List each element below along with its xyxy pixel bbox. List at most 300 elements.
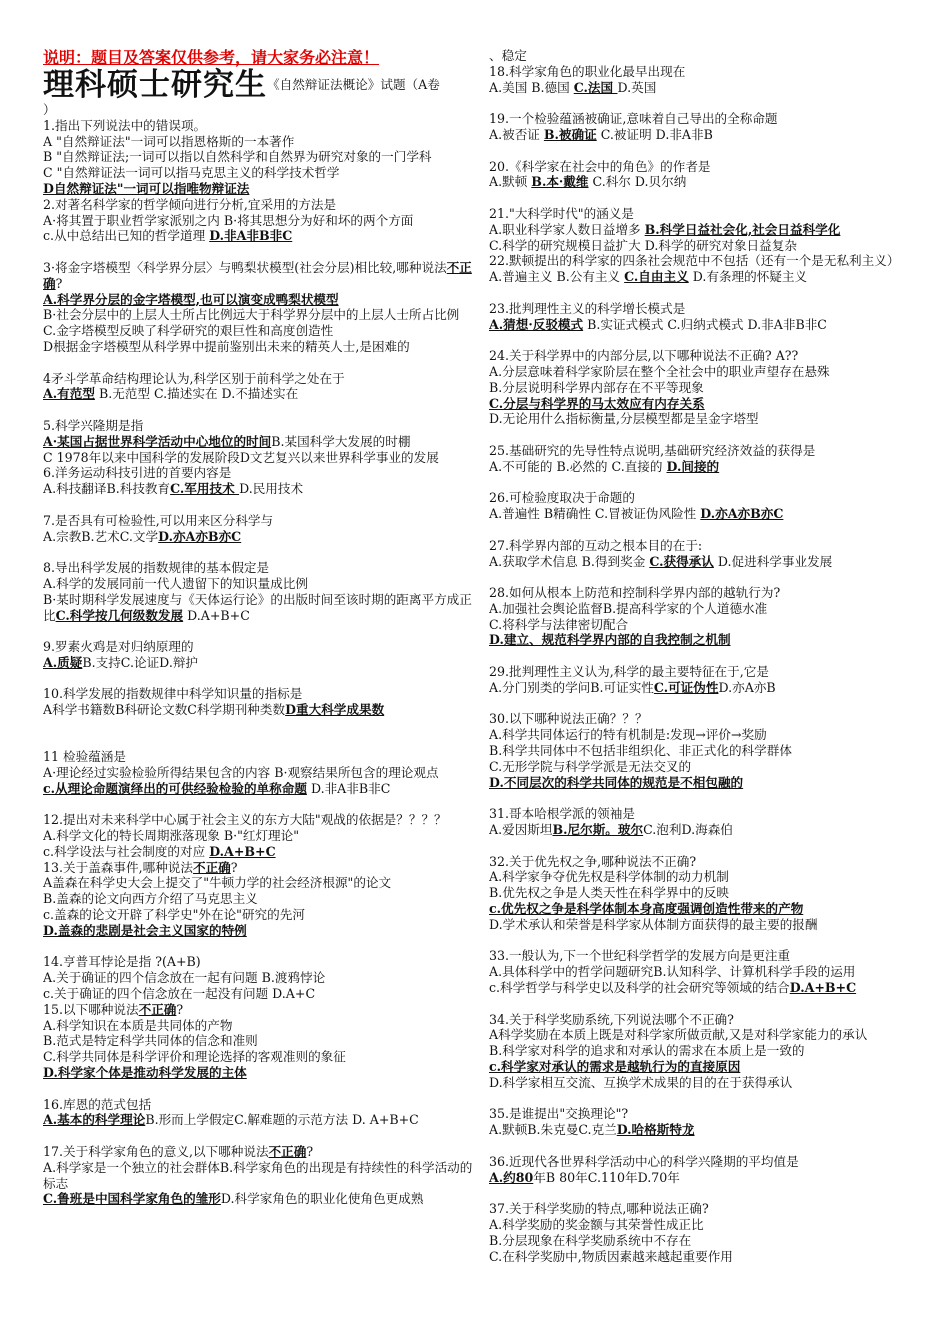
text-line <box>489 348 921 364</box>
question-text: D.促进科学事业发展 <box>713 553 833 569</box>
text-line <box>43 1018 475 1034</box>
question-text: A.普遍性 B精确性 C.冒被证伪风险性 <box>489 506 701 522</box>
text-line <box>43 323 475 339</box>
text-line <box>43 576 475 592</box>
question-text: c.从中总结出已知的哲学道理 <box>43 228 210 244</box>
question-text: C.无形学院与科学学派是无法交叉的 <box>489 758 692 774</box>
spacer <box>489 1138 921 1154</box>
question-text: 28.如何从根本上防范和控制科学界内部的越轨行为? <box>489 585 781 601</box>
question-text: A.科学家是一个独立的社会群体B.科学家角色的出现是有持续性的科学活动的标志 <box>43 1159 473 1191</box>
question-text: D.亦A亦B <box>718 679 776 695</box>
text-line <box>43 228 475 244</box>
text-line <box>43 513 475 529</box>
question-text: A.宗教B.艺术C.文学 <box>43 528 159 544</box>
question-text: A·将其置于职业哲学家派别之内 B·将其思想分为好和坏的两个方面 <box>43 212 414 228</box>
question-text: 20.《科学家在社会中的角色》的作者是 <box>489 158 711 174</box>
question-text: C "自然辩证法一词可以指马克思主义的科学技术哲学 <box>43 165 340 181</box>
text-line <box>43 434 475 450</box>
text-line <box>43 844 475 860</box>
spacer <box>489 648 921 664</box>
answer-text: C.自由主义 <box>624 269 689 285</box>
text-line <box>489 869 921 885</box>
answer-text: D.非A非B非C <box>209 228 293 244</box>
question-text: D.科学家相互交流、互换学术成果的目的在于获得承认 <box>489 1074 793 1090</box>
spacer <box>489 427 921 443</box>
question-text: A.普遍主义 B.公有主义 <box>489 269 625 285</box>
spacer <box>489 190 921 206</box>
document-title <box>43 68 475 102</box>
text-line <box>489 601 921 617</box>
text-line <box>43 465 475 481</box>
question-text: C.金字塔模型反映了科学研究的艰巨性和高度创造性 <box>43 323 334 339</box>
text-line <box>43 307 475 323</box>
question-text: 25.基础研究的先导性特点说明,基础研究经济效益的获得是 <box>489 442 816 458</box>
text-line <box>489 964 921 980</box>
text-line <box>489 64 921 80</box>
question-text: C.科学共同体是科学评价和理论选择的客观准则的象征 <box>43 1049 346 1065</box>
spacer <box>43 671 475 687</box>
question-text: 23.批判理性主义的科学增长模式是 <box>489 300 686 316</box>
text-line <box>43 986 475 1002</box>
right-column <box>489 48 921 1264</box>
text-line <box>43 875 475 891</box>
text-line <box>489 1122 921 1138</box>
title-subtitle: 《自然辩证法概论》试题（A卷 <box>267 77 440 92</box>
text-line <box>489 159 921 175</box>
question-text: C.被证明 D.非A非B <box>596 126 713 142</box>
spacer <box>489 838 921 854</box>
question-text: 29.批判理性主义认为,科学的最主要特征在于,它是 <box>489 664 769 680</box>
text-line <box>489 238 921 254</box>
question-text: 21."大科学时代"的涵义是 <box>489 205 634 221</box>
question-text: C 1978年以来中国科学的发展阶段D文艺复兴以来世界科学事业的发展 <box>43 449 439 465</box>
spacer <box>489 522 921 538</box>
text-line <box>489 1201 921 1217</box>
question-text: 35.是谁提出"交换理论"? <box>489 1106 629 1122</box>
text-line <box>489 1170 921 1186</box>
text-line <box>43 418 475 434</box>
text-line <box>489 301 921 317</box>
text-line <box>489 775 921 791</box>
question-text: 24.关于科学界中的内部分层,以下哪种说法不正确? A?? <box>489 348 799 364</box>
notice-banner: 说明：题目及答案仅供参考，请大家务必注意！ <box>43 48 380 67</box>
question-text: A.获取学术信息 B.得到奖金 <box>489 553 650 569</box>
title-main: 理科硕士研究生 <box>43 67 267 103</box>
question-text: A.被否证 <box>489 126 544 142</box>
question-text: C.泡利D.海森伯 <box>643 822 733 838</box>
question-text: D.科学家角色的职业化使角色更成熟 <box>220 1191 424 1207</box>
spacer <box>489 569 921 585</box>
text-line <box>43 1065 475 1081</box>
text-line <box>489 727 921 743</box>
text-line <box>489 1233 921 1249</box>
answer-text: 不正确 <box>268 1144 307 1159</box>
answer-text: D自然辩证法"一词可以指唯物辩证法 <box>43 180 250 196</box>
text-line <box>489 206 921 222</box>
title-subtitle-end: ） <box>43 102 56 117</box>
text-line <box>43 1002 475 1018</box>
question-text: A.职业科学家人数日益增多 <box>489 221 645 237</box>
question-text: 37.关于科学奖励的特点,哪种说法正确? <box>489 1201 709 1217</box>
question-text: 9.罗素火鸡是对归纳原理的 <box>43 639 194 655</box>
answer-text: D重大科学成果数 <box>285 702 385 718</box>
text-line <box>43 260 475 292</box>
question-text: 17.关于科学家角色的意义,以下哪种说法 <box>43 1144 269 1159</box>
text-line <box>489 396 921 412</box>
question-text: 19.一个检验蕴涵被确证,意味着自己导出的全称命题 <box>489 111 778 127</box>
text-line <box>489 538 921 554</box>
question-text: B.支持C.论证D.辩护 <box>82 654 199 670</box>
question-text: A科学书籍数B科研论文数C科学期刊种类数 <box>43 702 286 718</box>
spacer <box>43 1128 475 1144</box>
text-line <box>489 1012 921 1028</box>
answer-text: c.从理论命题演绎出的可供经验检验的单称命题 <box>43 780 307 796</box>
text-line <box>489 1043 921 1059</box>
spacer <box>489 143 921 159</box>
question-text: D.A+B+C <box>183 607 250 623</box>
answer-text: D.A+B+C <box>789 980 857 996</box>
text-line <box>43 702 475 718</box>
question-text: 7.是否具有可检验性,可以用来区分科学与 <box>43 512 274 528</box>
spacer <box>489 1091 921 1107</box>
question-text: 13.关于盖森事件,哪种说法 <box>43 859 193 875</box>
text-line <box>43 134 475 150</box>
spacer <box>489 1185 921 1201</box>
text-line <box>489 711 921 727</box>
text-line <box>43 181 475 197</box>
text-line <box>489 854 921 870</box>
text-line <box>489 253 921 269</box>
text-line <box>489 127 921 143</box>
text-line <box>489 901 921 917</box>
question-text: A.科学文化的特长周期涨落现象 B·"红灯理论" <box>43 828 300 844</box>
text-line <box>489 174 921 190</box>
question-text: A.关于确证的四个信念放在一起有问题 B.渡鸦悖论 <box>43 970 326 986</box>
question-text: A.加强社会舆论监督B.提高科学家的个人道德水准 <box>489 600 768 616</box>
answer-text: D.间接的 <box>666 458 720 474</box>
answer-text: D.亦A亦B亦C <box>700 506 784 522</box>
text-line <box>43 781 475 797</box>
question-text: 3·将金字塔模型〈科学界分层〉与鸭梨状模型(社会分层)相比较,哪种说法 <box>43 259 447 275</box>
spacer <box>489 95 921 111</box>
question-text: B.分层说明科学界内部存在不平等现象 <box>489 379 704 395</box>
question-text: A.默顿B.朱克曼C.克兰 <box>489 1122 617 1138</box>
text-line <box>43 560 475 576</box>
question-text: 30.以下哪种说法正确？？？ <box>489 711 648 727</box>
text-line <box>43 165 475 181</box>
question-text: D根据金字塔模型从科学界中提前鉴别出未来的精英人士,是困难的 <box>43 338 410 354</box>
spacer <box>43 244 475 260</box>
spacer <box>43 718 475 749</box>
spacer <box>43 544 475 560</box>
answer-text: D.科学家个体是推动科学发展的主体 <box>43 1065 247 1081</box>
spacer <box>43 355 475 371</box>
answer-text: B.尼尔斯。玻尔 <box>552 822 644 838</box>
text-line <box>489 364 921 380</box>
question-text: B.优先权之争是人类天性在科学界中的反映 <box>489 885 729 901</box>
text-line <box>43 891 475 907</box>
answer-text: c.科学家对承认的需求是越轨行为的直接原因 <box>489 1059 741 1074</box>
question-text: B.无范型 C.描述实在 D.不描述实在 <box>94 386 299 402</box>
text-line <box>43 860 475 876</box>
question-text: 1.指出下列说法中的错误项。 <box>43 117 207 133</box>
text-line <box>43 292 475 308</box>
text-line <box>489 980 921 996</box>
spacer <box>43 402 475 418</box>
question-text: A·理论经过实验检验所得结果包含的内容 B·观察结果所包含的理论观点 <box>43 764 439 780</box>
text-line <box>43 923 475 939</box>
text-line <box>43 149 475 165</box>
answer-text: D.亦A亦B亦C <box>158 528 242 544</box>
question-text: 33.一般认为,下一个世纪科学哲学的发展方向是更注重 <box>489 948 791 964</box>
spacer <box>43 1081 475 1097</box>
question-text: A.具体科学中的哲学问题研究B.认知科学、计算机科学手段的运用 <box>489 964 856 980</box>
spacer <box>489 996 921 1012</box>
question-text: A.科学知识在本质是共同体的产物 <box>43 1017 233 1033</box>
question-text: B.形而上学假定C.解难题的示范方法 D. A+B+C <box>145 1112 419 1128</box>
text-line <box>43 1033 475 1049</box>
question-text: A.分门别类的学问B.可证实性 <box>489 679 654 695</box>
answer-text: D.不同层次的科学共同体的规范是不相包融的 <box>489 774 744 790</box>
question-text: A.爱因斯坦 <box>489 822 553 838</box>
answer-text: C.获得承认 <box>649 553 714 569</box>
question-text: D.学术承认和荣誉是科学家从体制方面获得的最主要的报酬 <box>489 916 818 932</box>
text-line <box>489 585 921 601</box>
text-line <box>489 506 921 522</box>
text-line <box>43 481 475 497</box>
question-text: 8.导出科学发展的指数规律的基本假定是 <box>43 560 270 576</box>
question-text: B "自然辩证法;一词可以指以自然科学和自然界为研究对象的一门学科 <box>43 149 432 165</box>
right-question-list <box>489 48 921 1264</box>
text-line <box>43 970 475 986</box>
question-text: c.关于确证的四个信念放在一起没有问题 D.A+C <box>43 986 316 1002</box>
spacer <box>43 497 475 513</box>
text-line <box>43 529 475 545</box>
question-text: 36.近现代各世界科学活动中心的科学兴隆期的平均值是 <box>489 1153 799 1169</box>
answer-text: A.质疑 <box>43 654 83 670</box>
spacer <box>489 332 921 348</box>
text-line <box>43 828 475 844</box>
text-line <box>489 759 921 775</box>
text-line <box>43 1112 475 1128</box>
text-line <box>43 1049 475 1065</box>
text-line <box>489 48 921 64</box>
spacer <box>489 696 921 712</box>
spacer <box>43 796 475 812</box>
text-line <box>489 554 921 570</box>
answer-text: A·某国占据世界科学活动中心地位的时间 <box>43 433 272 449</box>
answer-text: D.哈格斯特龙 <box>616 1122 695 1138</box>
text-line <box>489 1217 921 1233</box>
question-text: 5.科学兴隆期是指 <box>43 417 144 433</box>
question-text: 4矛斗学革命结构理论认为,科学区别于前科学之处在于 <box>43 370 345 386</box>
answer-text: B.本·戴维 <box>531 174 589 190</box>
text-line <box>43 1144 475 1160</box>
text-line <box>489 443 921 459</box>
question-text: A "自然辩证法"一词可以指恩格斯的一本著作 <box>43 133 295 149</box>
spacer <box>489 933 921 949</box>
text-line <box>43 749 475 765</box>
question-text: c.盖森的论文开辟了科学史"外在论"研究的先河 <box>43 907 305 923</box>
question-text: 6.洋务运动科技引进的首要内容是 <box>43 465 232 481</box>
text-line <box>489 1059 921 1075</box>
answer-text: B.被确证 <box>543 126 597 142</box>
question-text: 11 检验蕴涵是 <box>43 749 126 765</box>
question-text: A.科学家争夺优先权是科学体制的动力机制 <box>489 869 729 885</box>
answer-text: 不正确 <box>192 859 231 875</box>
answer-text: C.军用技术 <box>170 481 240 497</box>
text-line <box>489 490 921 506</box>
text-line <box>489 617 921 633</box>
question-text: B·某时期科学发展速度与《天体运行论》的出版时间至该时期的距离平方成正比 <box>43 591 472 623</box>
question-text: B.分层现象在科学奖励系统中不存在 <box>489 1232 692 1248</box>
question-text: 18.科学家角色的职业化最早出现在 <box>489 63 686 79</box>
text-line <box>489 822 921 838</box>
answer-text: A.约80 <box>489 1169 534 1185</box>
question-text: A科学奖励在本质上既是对科学家所做贡献,又是对科学家能力的承认 <box>489 1027 868 1043</box>
text-line <box>489 1027 921 1043</box>
left-question-list <box>43 118 475 1207</box>
question-text: A.分层意味着科学家阶层在整个全社会中的职业声望存在悬殊 <box>489 363 830 379</box>
answer-text: A.基本的科学理论 <box>43 1112 146 1128</box>
question-text: 22.默顿提出的科学家的四条社会规范中不包括（还有一个是无私利主义） <box>489 253 900 269</box>
spacer <box>489 475 921 491</box>
question-text: A.不可能的 B.必然的 C.直接的 <box>489 458 667 474</box>
question-text: D.有条理的怀疑主义 <box>688 269 808 285</box>
text-line <box>43 450 475 466</box>
question-text: D.英国 <box>617 79 657 95</box>
question-text: c.科学哲学与科学史以及科学的社会研究等领域的结合 <box>489 980 790 996</box>
question-text: D.无论用什么指标衡量,分层模型都是呈金字塔型 <box>489 411 759 427</box>
spacer <box>43 939 475 955</box>
text-line <box>43 907 475 923</box>
answer-text: B.科学日益社会化,社会日益科学化 <box>644 221 841 237</box>
answer-text: D.A+B+C <box>209 843 276 859</box>
text-line <box>489 317 921 333</box>
question-text: D.民用技术 <box>239 481 304 497</box>
text-line <box>489 111 921 127</box>
text-line <box>43 1097 475 1113</box>
question-text: C.将科学与法律密切配合 <box>489 616 629 632</box>
answer-text: D.盖森的悲剧是社会主义国家的特例 <box>43 922 247 938</box>
spacer <box>489 790 921 806</box>
text-line <box>489 1106 921 1122</box>
answer-text: D.建立、规范科学界内部的自我控制之机制 <box>489 632 731 648</box>
question-text: C.科尔 D.贝尔纳 <box>588 174 687 190</box>
text-line <box>489 664 921 680</box>
answer-text: C.可证伪性 <box>653 679 719 695</box>
question-text: B.范式是特定科学共同体的信念和准则 <box>43 1033 258 1049</box>
text-line <box>489 411 921 427</box>
text-line <box>489 917 921 933</box>
left-column <box>43 48 475 1207</box>
text-line <box>43 1160 475 1192</box>
question-text: 14.亨普耳悖论是指 ?(A+B) <box>43 954 201 970</box>
text-line <box>43 213 475 229</box>
text-line <box>43 655 475 671</box>
answer-text: A.科学界分层的金字塔模型,也可以演变成鸭梨状模型 <box>43 291 339 307</box>
text-line <box>43 686 475 702</box>
answer-text: C.鲁班是中国科学家角色的雏形 <box>43 1191 221 1207</box>
text-line <box>489 885 921 901</box>
question-text: 34.关于科学奖励系统,下列说法哪个不正确? <box>489 1011 734 1027</box>
text-line <box>43 1191 475 1207</box>
question-text: 32.关于优先权之争,哪种说法不正确? <box>489 853 697 869</box>
question-text: B.科学共同体中不包括非组织化、非正式化的科学群体 <box>489 743 792 759</box>
question-text: 15.以下哪种说法 <box>43 1001 139 1017</box>
text-line <box>489 680 921 696</box>
question-text: 12.提出对未来科学中心属于社会主义的东方大陆"观战的依据是？？？？ <box>43 812 447 828</box>
text-line <box>489 1075 921 1091</box>
answer-text: 不正确 <box>138 1001 177 1017</box>
question-text: B.某国科学大发展的时棚 <box>271 433 411 449</box>
question-text: B.盖森的论文向西方介绍了马克思主义 <box>43 891 258 907</box>
text-line <box>43 118 475 134</box>
answer-text: 不正确 <box>43 259 472 291</box>
question-text: A.科学奖励的奖金额与其荣誉性成正比 <box>489 1216 704 1232</box>
text-line <box>43 386 475 402</box>
text-line <box>489 459 921 475</box>
question-text: 2.对著名科学家的哲学倾向进行分析,宜采用的方法是 <box>43 196 337 212</box>
question-text: 16.库恩的范式包括 <box>43 1096 152 1112</box>
question-text: 27.科学界内部的互动之根本目的在于: <box>489 537 703 553</box>
question-text: A.科技翻译B.科技教育 <box>43 481 171 497</box>
question-text: D.非A非B非C <box>306 780 391 796</box>
text-line <box>43 339 475 355</box>
question-text: 31.哥本哈根学派的领袖是 <box>489 806 635 822</box>
question-text: B.实证式模式 C.归纳式模式 D.非A非B非C <box>583 316 827 332</box>
text-line <box>489 380 921 396</box>
text-line <box>489 269 921 285</box>
question-text: c.科学设法与社会制度的对应 <box>43 843 210 859</box>
question-text: ? <box>176 1001 184 1017</box>
text-line <box>489 632 921 648</box>
question-text: ? <box>55 275 63 291</box>
text-line <box>43 954 475 970</box>
text-line <box>43 639 475 655</box>
text-line <box>489 948 921 964</box>
text-line <box>43 592 475 624</box>
question-text: 、稳定 <box>489 48 527 63</box>
question-text: A.默顿 <box>489 174 532 190</box>
question-text: A.美国 B.德国 <box>489 79 574 95</box>
spacer <box>43 623 475 639</box>
text-line <box>43 812 475 828</box>
question-text: B·社会分层中的上层人士所占比例远大于科学界分层中的上层人士所占比例 <box>43 307 460 323</box>
answer-text: C.科学按几何级数发展 <box>55 607 184 623</box>
question-text: 年B 80年C.110年D.70年 <box>533 1169 680 1185</box>
question-text: B.科学家对科学的追求和对承认的需求在本质上是一致的 <box>489 1043 805 1059</box>
answer-text: C.分层与科学界的马太效应有内存关系 <box>489 395 705 411</box>
question-text: ? <box>230 859 238 875</box>
answer-text: A.猜想·反驳模式 <box>489 316 584 332</box>
question-text: 26.可检验度取决于命题的 <box>489 490 635 506</box>
text-line <box>489 1154 921 1170</box>
question-text: A盖森在科学史大会上提交了"牛顿力学的社会经济根源"的论文 <box>43 875 392 891</box>
question-text: A.科学共同体运行的特有机制是:发现→评价→奖励 <box>489 727 767 743</box>
question-text: 10.科学发展的指数规律中科学知识量的指标是 <box>43 686 303 702</box>
text-line <box>43 765 475 781</box>
text-line <box>43 371 475 387</box>
text-line <box>489 806 921 822</box>
question-text: C.在科学奖励中,物质因素越来越起重要作用 <box>489 1248 733 1264</box>
spacer <box>489 285 921 301</box>
answer-text: A.有范型 <box>43 386 95 402</box>
text-line <box>489 80 921 96</box>
question-text: A.科学的发展同前一代人遗留下的知识量成比例 <box>43 575 308 591</box>
question-text: C.科学的研究规模日益扩大 D.科学的研究对象日益复杂 <box>489 237 797 253</box>
question-text: ? <box>306 1144 314 1159</box>
